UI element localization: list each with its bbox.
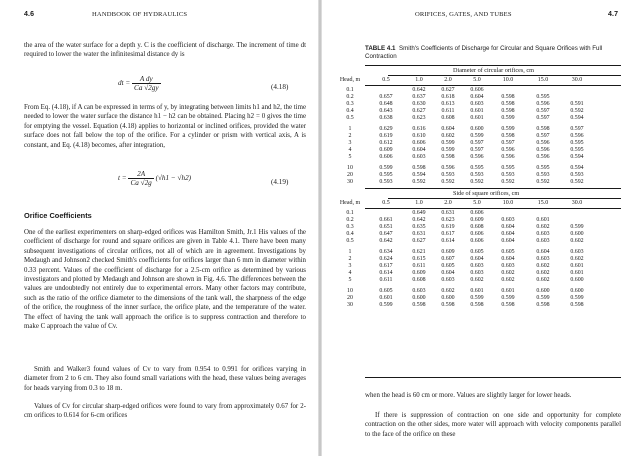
square-cell: 0.600 (441, 295, 455, 301)
square-cell: 0.602 (536, 270, 550, 276)
circular-cell: 0.604 (470, 94, 484, 100)
circular-cell: 0.593 (379, 179, 393, 185)
circular-row-head: 0.4 (346, 108, 354, 114)
square-size-header: 0.5 (382, 200, 390, 206)
square-cell: 0.598 (501, 302, 515, 308)
circular-cell: 0.593 (570, 172, 584, 178)
circular-cell: 0.627 (412, 108, 426, 114)
square-cell: 0.598 (570, 302, 584, 308)
circular-cell: 0.596 (441, 165, 455, 171)
square-cell: 0.603 (470, 270, 484, 276)
circular-cell: 0.599 (501, 115, 515, 121)
square-cell: 0.601 (501, 288, 515, 294)
square-cell: 0.602 (536, 224, 550, 230)
square-cell: 0.617 (441, 231, 455, 237)
circular-row-head: 0.3 (346, 101, 354, 107)
circular-cell: 0.595 (470, 165, 484, 171)
circular-cell: 0.637 (412, 94, 426, 100)
circular-cell: 0.642 (412, 87, 426, 93)
square-cell: 0.661 (379, 217, 393, 223)
eq1-fraction (132, 75, 161, 92)
eq1-lhs: dt = (118, 79, 131, 88)
circular-cell: 0.592 (470, 179, 484, 185)
right-running-head: ORIFICES, GATES, AND TUBES (415, 11, 512, 18)
square-cell: 0.602 (536, 277, 550, 283)
square-cell: 0.604 (501, 224, 515, 230)
square-cell: 0.611 (412, 263, 426, 269)
circular-row-head: 1 (348, 126, 352, 132)
square-row-head: 0.1 (346, 210, 354, 216)
circular-cell: 0.630 (412, 101, 426, 107)
circular-cell: 0.609 (379, 147, 393, 153)
square-cell: 0.642 (379, 238, 393, 244)
square-cell: 0.600 (570, 231, 584, 237)
square-cell: 0.651 (379, 224, 393, 230)
square-cell: 0.603 (501, 217, 515, 223)
circular-cell: 0.596 (570, 133, 584, 139)
square-cell: 0.619 (441, 224, 455, 230)
square-cell: 0.649 (412, 210, 426, 216)
square-cell: 0.606 (470, 231, 484, 237)
square-cell: 0.603 (501, 263, 515, 269)
circular-cell: 0.595 (536, 94, 550, 100)
circular-cell: 0.600 (470, 126, 484, 132)
circular-row-head: 20 (347, 172, 353, 178)
square-spanner-rule (388, 198, 621, 199)
square-cell: 0.603 (470, 263, 484, 269)
square-cell: 0.608 (470, 224, 484, 230)
square-row-head: 1 (348, 249, 352, 255)
circular-cell: 0.597 (470, 140, 484, 146)
square-row-head: 5 (348, 277, 352, 283)
paragraph-suppression: If there is suppression of contraction on one side and opportunity for complete contraction on the other sides, more water will approach with velocity components parallel to the face of the orifice on these (365, 412, 621, 438)
circular-cell: 0.592 (441, 179, 455, 185)
square-cell: 0.603 (441, 277, 455, 283)
circular-cell: 0.606 (470, 87, 484, 93)
circular-cell: 0.599 (470, 133, 484, 139)
circular-cell: 0.648 (379, 101, 393, 107)
square-cell: 0.602 (570, 256, 584, 262)
square-cell: 0.604 (501, 231, 515, 237)
equation-4-19 (118, 170, 308, 196)
circular-cell: 0.595 (379, 172, 393, 178)
circular-cell: 0.594 (570, 115, 584, 121)
eq2-lhs: t = (118, 174, 127, 183)
circular-row-head: 30 (347, 179, 353, 185)
circular-cell: 0.611 (441, 108, 455, 114)
square-cell: 0.604 (501, 256, 515, 262)
circular-cell: 0.599 (441, 140, 455, 146)
section-heading: Orifice Coefficients (24, 211, 92, 220)
circular-cell: 0.608 (441, 115, 455, 121)
circular-cell: 0.598 (412, 165, 426, 171)
circular-cell: 0.606 (412, 140, 426, 146)
square-cell: 0.606 (470, 238, 484, 244)
table-label: TABLE 4.1 (365, 45, 396, 52)
circular-cell: 0.594 (412, 172, 426, 178)
circular-cell: 0.594 (570, 154, 584, 160)
circular-cell: 0.597 (470, 147, 484, 153)
circular-cell: 0.643 (379, 108, 393, 114)
square-cell: 0.600 (570, 277, 584, 283)
circular-cell: 0.604 (441, 126, 455, 132)
equation-4-18 (118, 75, 308, 101)
circular-cell: 0.592 (501, 179, 515, 185)
square-cell: 0.631 (412, 231, 426, 237)
paragraph-cv-circular: Values of Cv for circular sharp-edged orifices were found to vary from approximately 0.67 for 2-cm orifices to 0.614 for 6-cm orifices (24, 403, 306, 420)
eq2-fraction (128, 170, 153, 187)
paragraph-after-table: when the head is 60 cm or more. Values are slightly larger for lower heads. (365, 392, 572, 399)
square-size-header: 10.0 (502, 200, 514, 206)
square-cell: 0.606 (470, 210, 484, 216)
circular-row-head: 2 (348, 133, 352, 139)
circular-cell: 0.613 (441, 101, 455, 107)
circular-cell: 0.595 (570, 140, 584, 146)
square-cell: 0.602 (501, 277, 515, 283)
circular-cell: 0.596 (536, 154, 550, 160)
paragraph-cv-variation: Smith and Walker3 found values of Cv to vary from 0.954 to 0.991 for orifices varying in diameter from 2 to 6 cm. They also found small variations with the head, these values being averages for heads varying from 0.3 to 18 m. (24, 366, 306, 392)
square-cell: 0.599 (570, 295, 584, 301)
circular-cell: 0.657 (379, 94, 393, 100)
circular-cell: 0.591 (570, 101, 584, 107)
square-cell: 0.604 (501, 238, 515, 244)
circular-cell: 0.592 (536, 179, 550, 185)
circular-cell: 0.598 (501, 133, 515, 139)
circular-cell: 0.595 (536, 165, 550, 171)
square-cell: 0.602 (441, 288, 455, 294)
square-cell: 0.598 (536, 302, 550, 308)
square-cell: 0.600 (570, 288, 584, 294)
circular-cell: 0.598 (441, 154, 455, 160)
circular-cell: 0.597 (570, 126, 584, 132)
square-cell: 0.609 (412, 270, 426, 276)
circular-header-rule (365, 85, 621, 86)
circular-cell: 0.638 (379, 115, 393, 121)
circular-cell: 0.598 (501, 101, 515, 107)
square-cell: 0.604 (536, 249, 550, 255)
square-cell: 0.609 (470, 217, 484, 223)
circular-row-head: 10 (347, 165, 353, 171)
square-cell: 0.599 (570, 224, 584, 230)
circular-cell: 0.598 (501, 108, 515, 114)
circular-cell: 0.599 (379, 165, 393, 171)
circular-size-header: 2.0 (444, 77, 452, 83)
circular-cell: 0.616 (412, 126, 426, 132)
square-cell: 0.599 (379, 302, 393, 308)
square-row-head: 3 (348, 263, 352, 269)
table-bottom-rule (365, 377, 621, 378)
circular-head-label: Head, m (339, 77, 361, 83)
square-cell: 0.623 (441, 217, 455, 223)
square-cell: 0.605 (470, 249, 484, 255)
circular-cell: 0.592 (570, 108, 584, 114)
circular-cell: 0.596 (501, 147, 515, 153)
square-cell: 0.603 (536, 256, 550, 262)
square-row-head: 2 (348, 256, 352, 262)
left-page (0, 0, 318, 456)
circular-cell: 0.597 (536, 133, 550, 139)
circular-cell: 0.595 (570, 147, 584, 153)
circular-size-header: 15.0 (537, 77, 549, 83)
circular-size-header: 10.0 (502, 77, 514, 83)
circular-cell: 0.623 (412, 115, 426, 121)
square-cell: 0.602 (501, 270, 515, 276)
circular-cell: 0.618 (441, 94, 455, 100)
circular-cell: 0.592 (412, 179, 426, 185)
eq1-denominator: Ca √2gy (134, 84, 159, 92)
square-cell: 0.602 (536, 263, 550, 269)
square-size-header: 30.0 (571, 200, 583, 206)
square-cell: 0.614 (441, 238, 455, 244)
square-cell: 0.621 (412, 249, 426, 255)
square-cell: 0.598 (441, 302, 455, 308)
square-cell: 0.605 (501, 249, 515, 255)
square-cell: 0.603 (536, 231, 550, 237)
circular-cell: 0.595 (501, 165, 515, 171)
square-cell: 0.607 (441, 256, 455, 262)
square-cell: 0.603 (412, 288, 426, 294)
left-running-head: HANDBOOK OF HYDRAULICS (92, 11, 188, 18)
circular-cell: 0.599 (441, 147, 455, 153)
circular-cell: 0.598 (536, 126, 550, 132)
square-cell: 0.601 (570, 263, 584, 269)
circular-cell: 0.593 (536, 172, 550, 178)
square-cell: 0.634 (379, 249, 393, 255)
circular-cell: 0.597 (536, 115, 550, 121)
circular-cell: 0.596 (536, 140, 550, 146)
square-cell: 0.614 (379, 270, 393, 276)
circular-cell: 0.597 (536, 108, 550, 114)
circular-cell: 0.594 (570, 165, 584, 171)
square-row-head: 10 (347, 288, 353, 294)
square-row-head: 0.3 (346, 224, 354, 230)
circular-cell: 0.627 (441, 87, 455, 93)
square-cell: 0.600 (536, 288, 550, 294)
square-cell: 0.631 (441, 210, 455, 216)
circular-cell: 0.610 (412, 133, 426, 139)
left-folio: 4.6 (24, 11, 35, 18)
square-cell: 0.598 (412, 302, 426, 308)
square-row-head: 30 (347, 302, 353, 308)
eq2-denominator: Ca √2g (130, 179, 152, 187)
paragraph-smith: One of the earliest experimenters on sharp-edged orifices was Hamilton Smith, Jr.1 His values of the coefficient of discharge for round and square orifices are given in Table 4.1. There have been many subsequent investigations of circular orifices, not all of which are in agreement. Investigations by Medaugh and Johnson2 checked Smith's coefficients for orifices larger than 6 mm in diameter within 0.33 percent. Values of the coefficient of discharge for a 2.5-cm orifice as determined by various investigators and plotted by Medaugh and Johnson are shown in Fig. 4.6. The differences between the values are undoubtedly not entirely due to experimental errors. Many other factors may contribute, such as the ratio of the orifice diameter to the dimensions of the tank wall, the sharpness of the edge of the orifice, the roughness of the inner surface, the orifice plate, and the temperature of the water. The effect of having the tank wall approach the orifice is to suppress contraction and therefore to make C approach the value of Cv. (24, 229, 306, 331)
square-cell: 0.599 (536, 295, 550, 301)
square-cell: 0.609 (441, 249, 455, 255)
square-head-label: Head, m (339, 200, 361, 206)
square-cell: 0.635 (412, 224, 426, 230)
circular-row-head: 5 (348, 154, 352, 160)
circular-row-head: 0.5 (346, 115, 354, 121)
circular-cell: 0.596 (536, 147, 550, 153)
square-row-head: 0.5 (346, 238, 354, 244)
square-row-head: 0.4 (346, 231, 354, 237)
circular-cell: 0.593 (441, 172, 455, 178)
circular-cell: 0.602 (441, 133, 455, 139)
circular-cell: 0.593 (501, 172, 515, 178)
circular-cell: 0.601 (470, 108, 484, 114)
square-size-header: 5.0 (473, 200, 481, 206)
square-size-header: 1.0 (415, 200, 423, 206)
circular-cell: 0.606 (379, 154, 393, 160)
circular-row-head: 0.1 (346, 87, 354, 93)
square-cell: 0.617 (379, 263, 393, 269)
table-caption (365, 45, 620, 61)
square-row-head: 0.2 (346, 217, 354, 223)
square-header-rule (365, 208, 621, 209)
right-folio: 4.7 (608, 11, 619, 18)
square-cell: 0.605 (379, 288, 393, 294)
eq1-numerator: A dy (132, 75, 161, 84)
square-cell: 0.608 (412, 277, 426, 283)
square-cell: 0.602 (570, 238, 584, 244)
circular-row-head: 3 (348, 140, 352, 146)
eq2-numerator: 2A (128, 170, 153, 179)
square-cell: 0.624 (379, 256, 393, 262)
paragraph-intro: the area of the water surface for a depth y. C is the coefficient of discharge. The increment of time dt required to lower the water the infinitesimal distance dy is (24, 42, 306, 59)
square-cell: 0.599 (501, 295, 515, 301)
circular-row-head: 4 (348, 147, 352, 153)
square-size-header: 2.0 (444, 200, 452, 206)
square-cell: 0.627 (412, 238, 426, 244)
circular-cell: 0.598 (501, 94, 515, 100)
circular-row-head: 0.2 (346, 94, 354, 100)
circular-cell: 0.619 (379, 133, 393, 139)
square-cell: 0.598 (470, 302, 484, 308)
square-cell: 0.642 (412, 217, 426, 223)
circular-size-header: 0.5 (382, 77, 390, 83)
square-cell: 0.600 (412, 295, 426, 301)
square-cell: 0.601 (536, 217, 550, 223)
circular-cell: 0.603 (412, 154, 426, 160)
circular-cell: 0.592 (570, 179, 584, 185)
right-page (322, 0, 638, 456)
circular-cell: 0.597 (501, 140, 515, 146)
circular-spanner-rule (388, 75, 621, 76)
square-cell: 0.615 (412, 256, 426, 262)
eq2-rhs: (√h1 − √h2) (155, 174, 192, 183)
square-cell: 0.599 (470, 295, 484, 301)
circular-cell: 0.601 (470, 115, 484, 121)
square-cell: 0.611 (379, 277, 393, 283)
square-row-head: 4 (348, 270, 352, 276)
square-cell: 0.601 (379, 295, 393, 301)
circular-size-header: 30.0 (571, 77, 583, 83)
square-cell: 0.605 (441, 263, 455, 269)
circular-size-header: 1.0 (415, 77, 423, 83)
eq2-number: (4.19) (271, 178, 289, 186)
circular-cell: 0.599 (501, 126, 515, 132)
square-cell: 0.603 (536, 238, 550, 244)
square-cell: 0.603 (570, 249, 584, 255)
circular-cell: 0.596 (501, 154, 515, 160)
circular-cell: 0.596 (536, 101, 550, 107)
square-cell: 0.602 (470, 277, 484, 283)
circular-cell: 0.603 (470, 101, 484, 107)
circular-cell: 0.612 (379, 140, 393, 146)
square-spanner: Side of square orifices, cm (453, 189, 520, 197)
square-size-header: 15.0 (537, 200, 549, 206)
circular-cell: 0.604 (412, 147, 426, 153)
paragraph-integration: From Eq. (4.18), if A can be expressed in terms of y, by integrating between limits h1 and h2, the time needed to lower the water surface the distance h1 − h2 can be obtained. Placing h2 = 0 gives the time for emptying the vessel. Equation (4.18) applies to horizontal or inclined orifices, provided the water surface does not fall below the top of the orifice. For a cylinder or prism with vertical axis, A is constant, and Eq. (4.18) becomes, after integration, (24, 104, 306, 149)
square-cell: 0.601 (470, 288, 484, 294)
square-cell: 0.601 (570, 270, 584, 276)
square-cell: 0.604 (441, 270, 455, 276)
square-row-head: 20 (347, 295, 353, 301)
circular-size-header: 5.0 (473, 77, 481, 83)
circular-spanner: Diameter of circular orifices, cm (453, 66, 534, 74)
circular-cell: 0.593 (470, 172, 484, 178)
table-title: Smith's Coefficients of Discharge for Circular and Square Orifices with Full Contraction (365, 45, 603, 60)
eq1-number: (4.18) (271, 83, 289, 91)
circular-cell: 0.596 (470, 154, 484, 160)
square-cell: 0.647 (379, 231, 393, 237)
square-cell: 0.604 (470, 256, 484, 262)
circular-cell: 0.629 (379, 126, 393, 132)
